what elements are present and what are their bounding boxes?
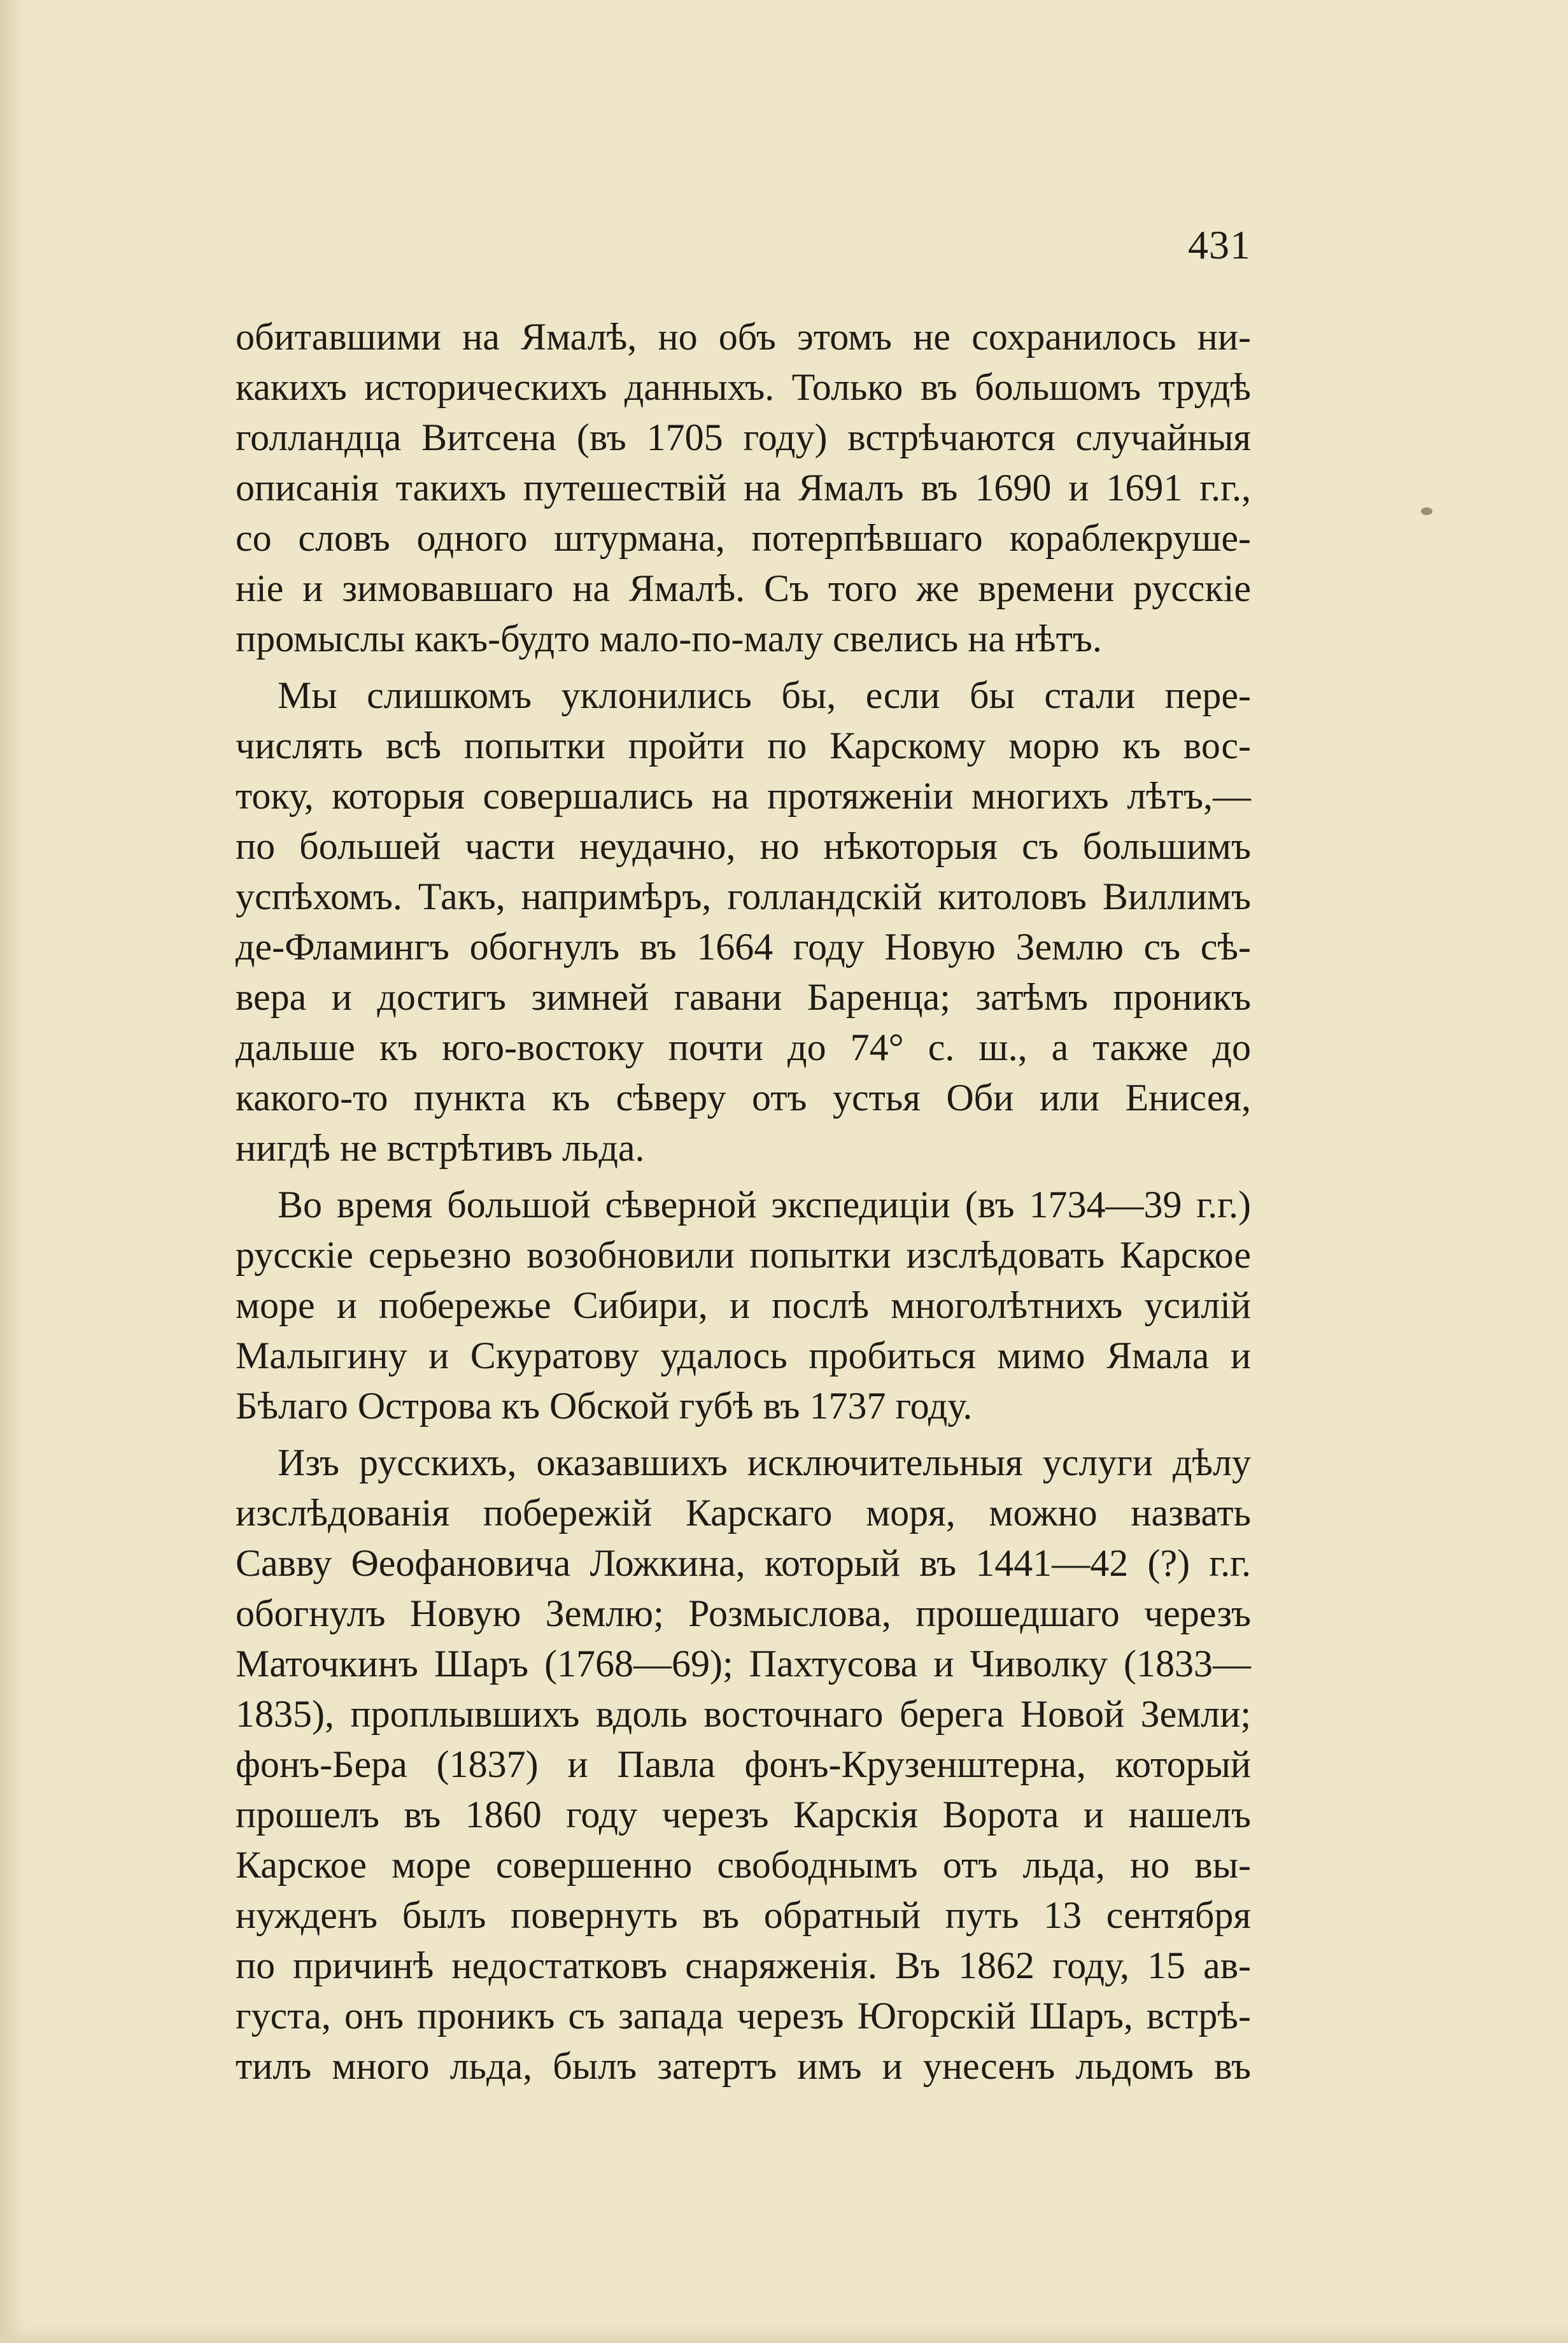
text-line: описанія такихъ путешествій на Ямалъ въ 1690 и 1691 г.г.,: [236, 467, 1251, 509]
text-line: Изъ русскихъ, оказавшихъ исключительныя услуги дѣлу: [278, 1441, 1251, 1483]
text-line: какого-то пункта къ сѣверу отъ устья Оби или Енисея,: [236, 1077, 1251, 1119]
text-line: Мы слишкомъ уклонились бы, если бы стали пере-: [278, 674, 1251, 716]
page-number: 431: [1188, 222, 1251, 267]
text-line: 1835), проплывшихъ вдоль восточнаго берега Новой Земли;: [236, 1693, 1251, 1735]
text-line: Савву Ѳеофановича Ложкина, который въ 1441—42 (?) г.г.: [236, 1542, 1251, 1584]
paragraph-4: [236, 1438, 1251, 2092]
text-line: фонъ-Бера (1837) и Павла фонъ-Крузенштерна, который: [236, 1743, 1251, 1785]
text-line: прошелъ въ 1860 году черезъ Карскія Ворота и нашелъ: [236, 1794, 1251, 1836]
text-line: Маточкинъ Шаръ (1768—69); Пахтусова и Чиволку (1833—: [236, 1643, 1251, 1685]
text-line: обогнулъ Новую Землю; Розмыслова, прошедшаго черезъ: [236, 1592, 1251, 1634]
page-shadow-bottom: [0, 2324, 1568, 2343]
text-line: русскіе серьезно возобновили попытки изслѣдовать Карское: [236, 1234, 1251, 1276]
text-line: ніе и зимовавшаго на Ямалѣ. Съ того же времени русскіе: [236, 567, 1251, 609]
text-line: Малыгину и Скуратову удалось пробиться мимо Ямала и: [236, 1334, 1251, 1377]
text-line: нигдѣ не встрѣтивъ льда.: [236, 1127, 645, 1169]
paragraph-2: [236, 670, 1251, 1173]
text-line: вера и достигъ зимней гавани Баренца; затѣмъ проникъ: [236, 976, 1251, 1018]
text-line: море и побережье Сибири, и послѣ многолѣтнихъ усилій: [236, 1284, 1251, 1326]
paragraph-3: [236, 1180, 1251, 1431]
text-line: де-Фламингъ обогнулъ въ 1664 году Новую Землю съ сѣ-: [236, 926, 1251, 968]
body-text: [236, 312, 1251, 2092]
text-line: какихъ историческихъ данныхъ. Только въ большомъ трудѣ: [236, 366, 1251, 408]
text-line: промыслы какъ-будто мало-по-малу свелись на нѣтъ.: [236, 618, 1102, 660]
text-line: Карское море совершенно свободнымъ отъ льда, но вы-: [236, 1844, 1251, 1886]
text-line: нужденъ былъ повернуть въ обратный путь 13 сентября: [236, 1894, 1251, 1936]
paper-speck: [1421, 507, 1432, 515]
text-line: обитавшими на Ямалѣ, но объ этомъ не сохранилось ни-: [236, 316, 1251, 358]
paragraph-1: [236, 312, 1251, 664]
text-line: Во время большой сѣверной экспедиціи (въ 1734—39 г.г.): [278, 1184, 1251, 1226]
text-line: току, которыя совершались на протяженіи многихъ лѣтъ,—: [236, 775, 1251, 817]
text-line: Бѣлаго Острова къ Обской губѣ въ 1737 году.: [236, 1385, 973, 1427]
text-line: по большей части неудачно, но нѣкоторыя съ большимъ: [236, 825, 1251, 867]
text-line: голландца Витсена (въ 1705 году) встрѣчаются случайныя: [236, 416, 1251, 458]
text-line: изслѣдованія побережій Карскаго моря, можно назвать: [236, 1492, 1251, 1534]
text-line: со словъ одного штурмана, потерпѣвшаго кораблекруше-: [236, 517, 1251, 559]
text-line: числять всѣ попытки пройти по Карскому морю къ вос-: [236, 725, 1251, 767]
text-line: дальше къ юго-востоку почти до 74° с. ш., а также до: [236, 1026, 1251, 1068]
text-line: по причинѣ недостатковъ снаряженія. Въ 1862 году, 15 ав-: [236, 1944, 1251, 1986]
text-line: успѣхомъ. Такъ, напримѣръ, голландскій китоловъ Виллимъ: [236, 875, 1251, 917]
text-line: густа, онъ проникъ съ запада черезъ Югорскій Шаръ, встрѣ-: [236, 1995, 1251, 2037]
text-line: тилъ много льда, былъ затертъ имъ и унесенъ льдомъ въ: [236, 2045, 1251, 2087]
page-shadow-left: [0, 0, 25, 2343]
